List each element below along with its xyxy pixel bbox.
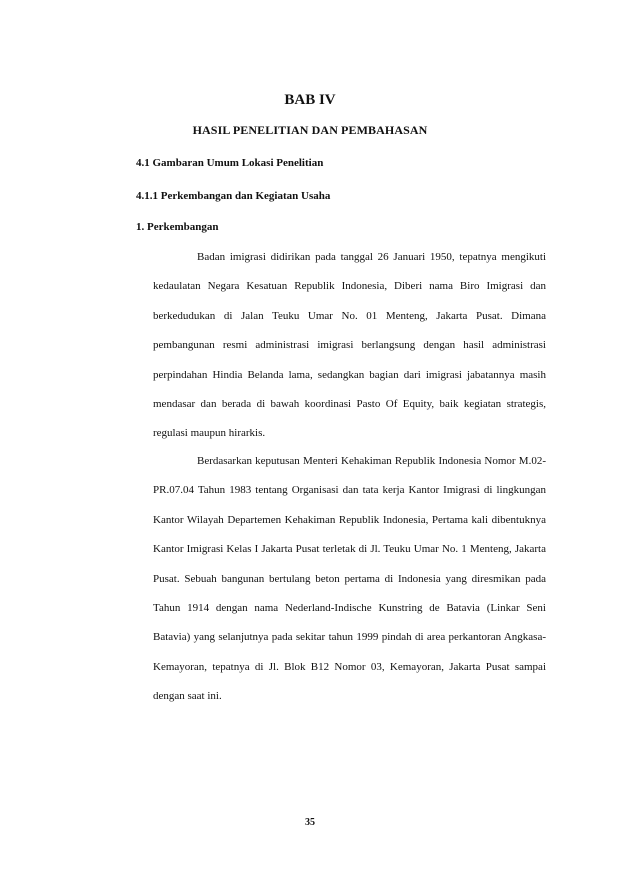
subsection-heading-perkembangan: 1. Perkembangan	[136, 221, 219, 233]
paragraph-2	[153, 447, 546, 712]
paragraph-2-text: Berdasarkan keputusan Menteri Kehakiman Republik Indonesia Nomor M.02-PR.07.04 Tahun 1983 tentang Organisasi dan tata kerja Kantor Imigrasi di lingkungan Kantor Wilayah Departemen Kehakiman Republik Indonesia, Pertama kali dibentuknya Kantor Imigrasi Kelas I Jakarta Pusat terletak di Jl. Teuku Umar No. 1 Menteng, Jakarta Pusat. Sebuah bangunan bertulang beton pertama di Indonesia yang diresmikan pada Tahun 1914 dengan nama Nederland-Indische Kunstring de Batavia (Linkar Seni Batavia) yang selanjutnya pada sekitar tahun 1999 pindah di area perkantoran Angkasa-Kemayoran, tepatnya di Jl. Blok B12 Nomor 03, Kemayoran, Jakarta Pusat sampai dengan saat ini.	[153, 455, 546, 703]
section-heading-4-1: 4.1 Gambaran Umum Lokasi Penelitian	[136, 157, 324, 169]
chapter-heading: BAB IV	[284, 92, 336, 108]
paragraph-1-text: Badan imigrasi didirikan pada tanggal 26 Januari 1950, tepatnya mengikuti kedaulatan Negara Kesatuan Republik Indonesia, Diberi nama Biro Imigrasi dan berkedudukan di Jalan Teuku Umar No. 01 Menteng, Jakarta Pusat. Dimana pembangunan resmi administrasi imigrasi berlangsung dengan hasil administrasi perpindahan Hindia Belanda lama, sedangkan bagian dari imigrasi jabatannya masih mendasar dan berada di bawah koordinasi Pasto Of Equity, baik kegiatan strategis, regulasi maupun hirarkis.	[153, 251, 546, 440]
paragraph-1	[153, 243, 546, 449]
chapter-title: HASIL PENELITIAN DAN PEMBAHASAN	[192, 123, 428, 137]
page-number: 35	[305, 817, 315, 828]
section-heading-4-1-1: 4.1.1 Perkembangan dan Kegiatan Usaha	[136, 190, 331, 202]
